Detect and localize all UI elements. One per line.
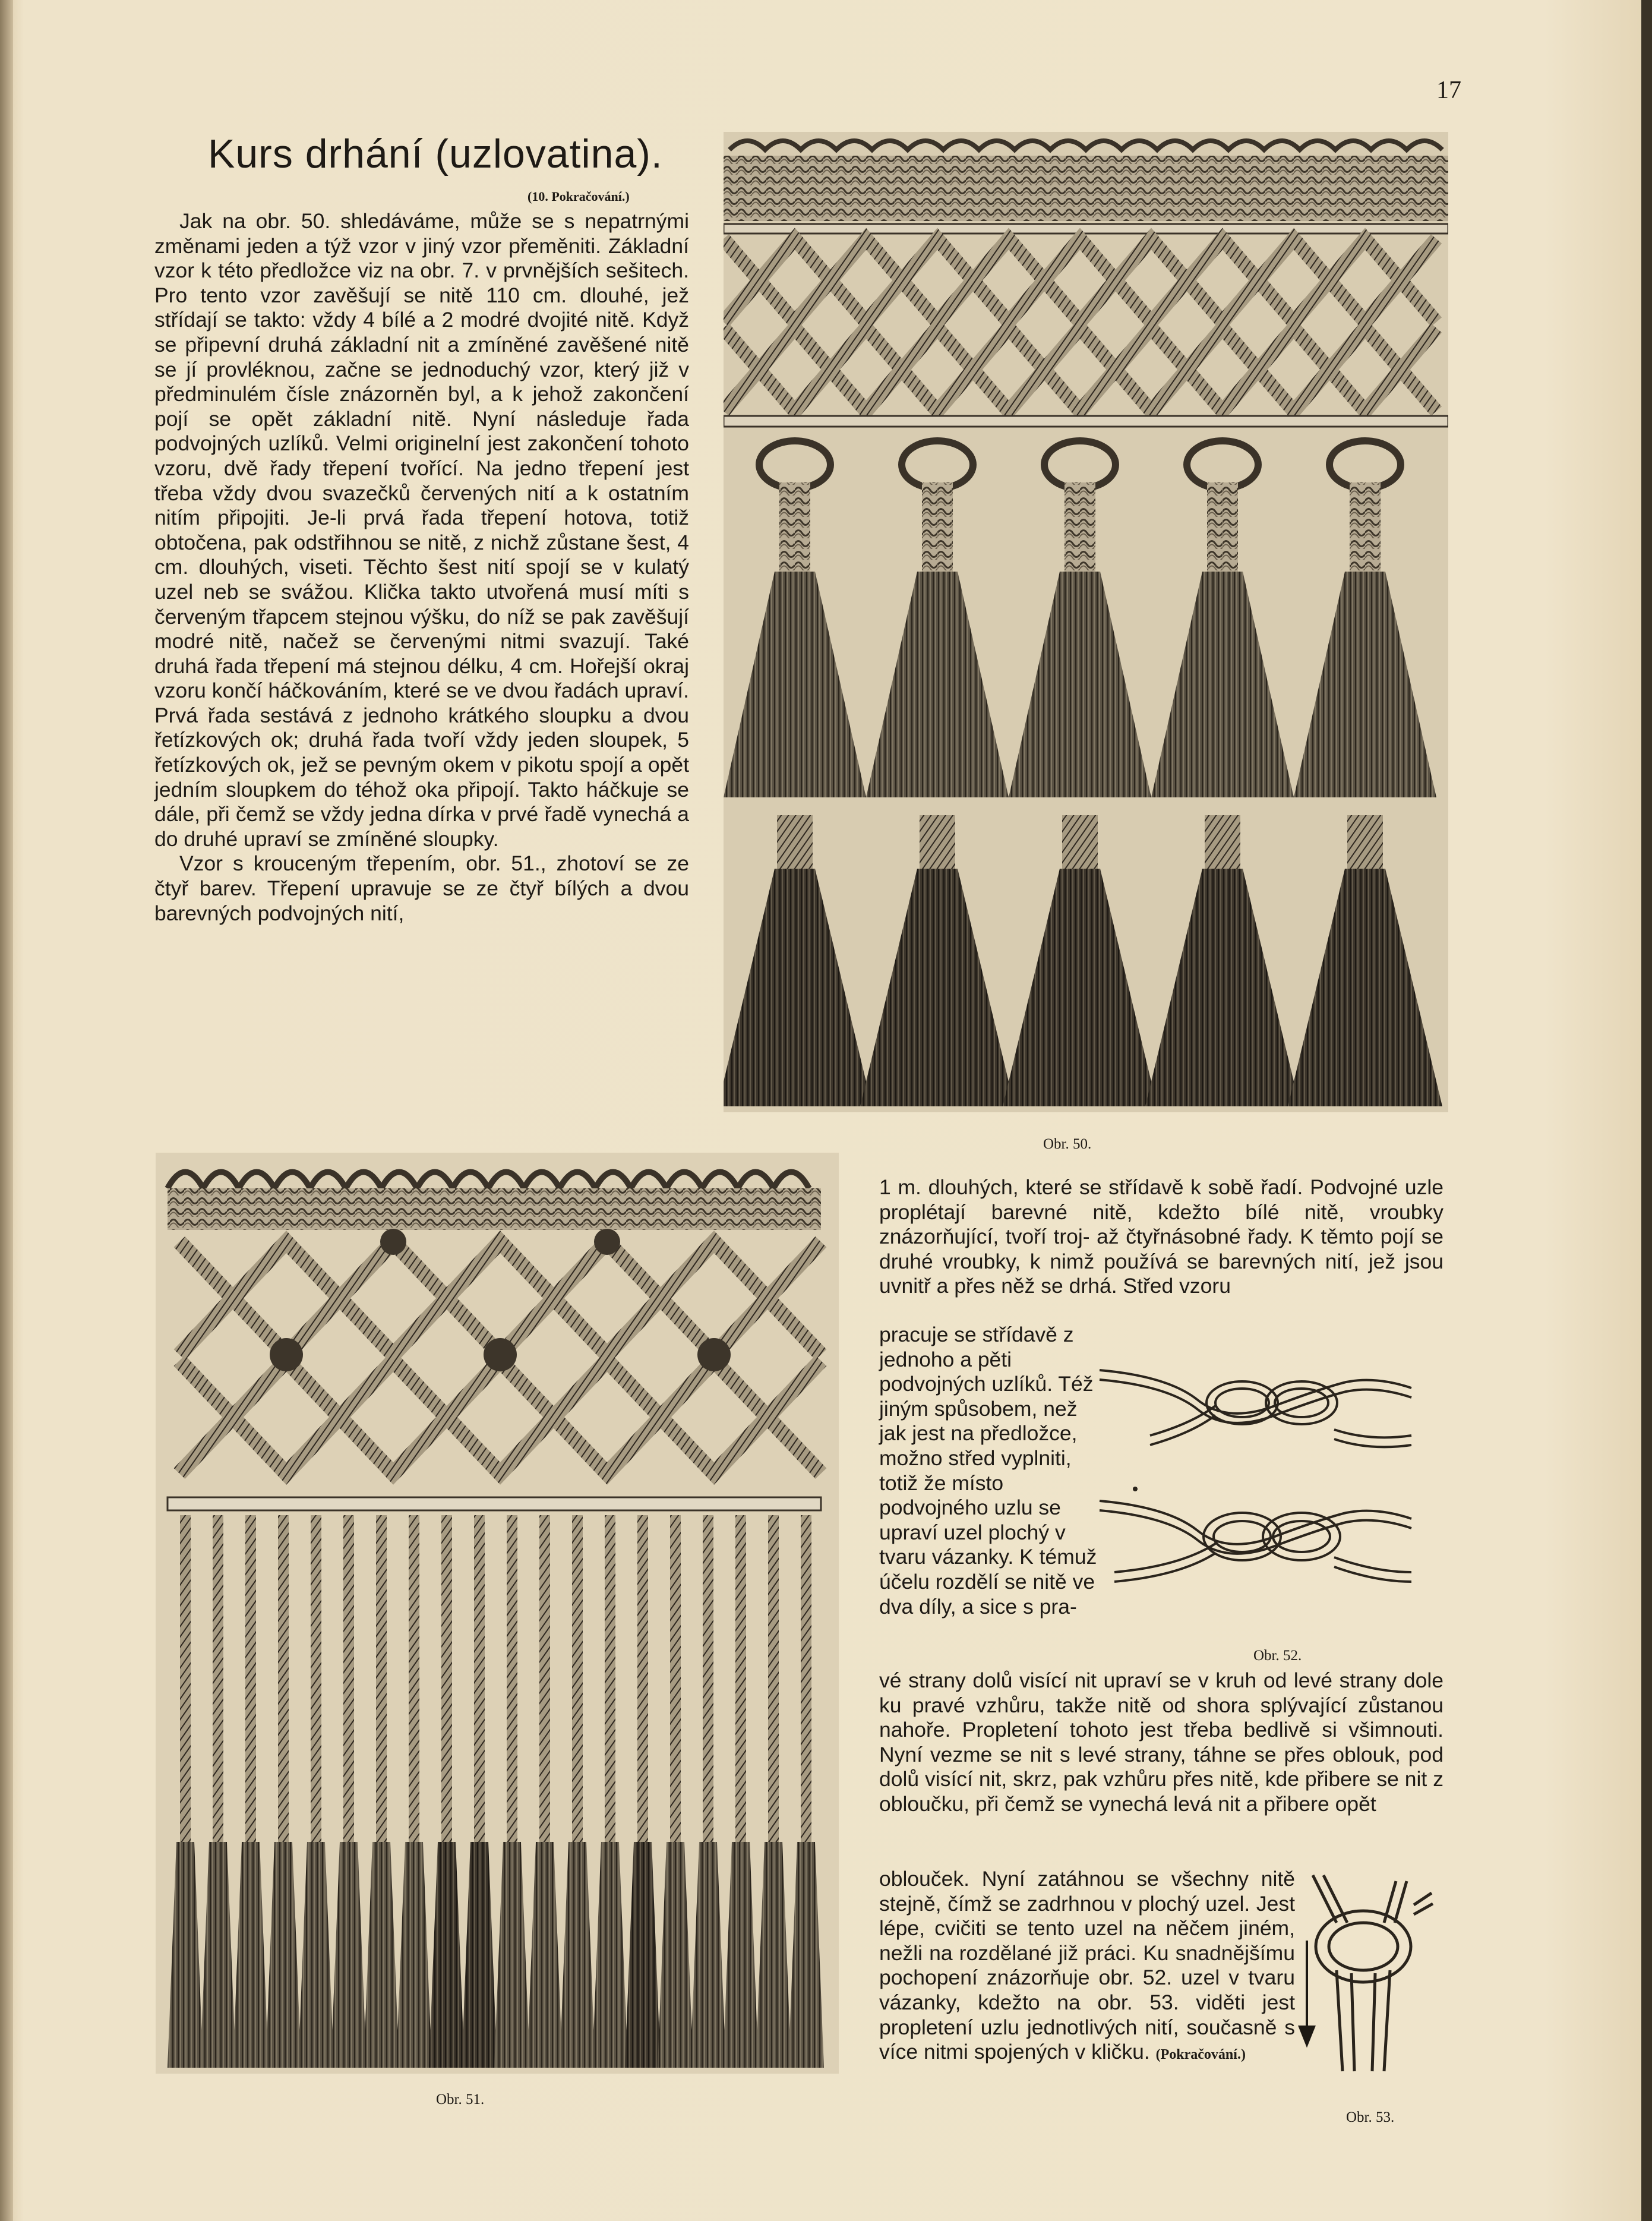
continuation-note: (10. Pokračování.) <box>527 189 630 204</box>
page-number: 17 <box>1436 77 1461 104</box>
closing-paragraph: oblouček. Nyní zatáhnou se všechny nitě stejně, čímž se zadrhnou v plochý uzel. Jest lépe, cvičiti se tento uzel na něčem jiném, nežli na rozdělané již práci. Ku snadnějšímu pochopení znázorňuje obr. 52. uzel v tvaru vázanky, kdežto na obr. 53. viděti jest propletení uzlu jednotlivých nití, současně s více nitmi spojených v kličku. <box>879 1867 1295 2064</box>
binding-gutter <box>0 0 13 2221</box>
figure-52-bow-knot <box>1097 1346 1417 1620</box>
article-title: Kurs drhání (uzlovatina). <box>208 131 663 176</box>
figure-53-knot-loop <box>1295 1869 1438 2077</box>
paragraph-1: Jak na obr. 50. shledáváme, může se s nepatrnými změnami jeden a týž vzor v jiný vzor přeměniti. Základní vzor k této předložce viz na obr. 7. v prvnějších sešitech. Pro tento vzor zavěšují se nitě 110 cm. dlouhé, jež střídají se takto: vždy 4 bílé a 2 modré dvojité nitě. Když se připevní druhá základní nit a zmíněné zavěšené nitě se jí provléknou, začne se jednoduchý vzor, který již v předminulém čísle znázorněn byl, a k jehož zakončení pojí se opět základní nitě. Nyní následuje řada podvojných uzlíků. Velmi originelní jest zakončení tohoto vzoru, dvě řady třepení tvořící. Na jedno třepení jest třeba vždy dvou svazečků červených nití a k ostatním nitím připojiti. Je-li prvá řada třepení hotova, totiž obtočena, pak odstřihnou se nitě, z nichž zůstane šest, 4 cm. dlouhých, viseti. Těchto šest nití spojí se v kulatý uzel neb se svážou. Klička takto utvořená musí míti s červeným třapcem stejnou výšku, do níž se pak zavěšují modré nitě, načež se červenými nitmi svazují. Také druhá řada třepení má stejnou délku, 4 cm. Hořejší okraj vzoru končí háčkováním, které se ve dvou řadách upraví. Prvá řada sestává z jednoho krátkého sloupku a dvou řetízkových ok; druhá řada tvoří vždy jeden sloupek, 5 řetízkových ok, jež se pevným okem v pikotu spojí a opět jedním sloupkem do téhož oka připojí. Takto háčkuje se dále, při čemž se vždy jedna dírka v prvé řadě vynechá a do druhé upraví se zmíněné sloupky. <box>154 209 689 851</box>
page-edge <box>1641 0 1652 2221</box>
column-2-narrow: pracuje se střídavě z jednoho a pěti podvojných uzlíků. Též jiným spůsobem, než jak jest na předložce, možno střed vyplniti, totiž že místo podvojného uzlu se upraví uzel plochý v tvaru vázanky. K témuž účelu rozdělí se nitě ve dva díly, a sice s pra- <box>879 1323 1097 1619</box>
caption-fig-53: Obr. 53. <box>1346 2109 1395 2125</box>
column-2-bottom <box>879 1867 1295 2068</box>
paragraph-2: Vzor s krouceným třepením, obr. 51., zhotoví se ze čtyř barev. Třepení upravuje se ze čtyř bílých a dvou barevných podvojných nití, <box>154 851 689 925</box>
caption-fig-52: Obr. 52. <box>1253 1648 1302 1664</box>
caption-fig-51: Obr. 51. <box>436 2091 485 2108</box>
figure-50-tassel-fringe <box>724 132 1448 1112</box>
column-2-top: 1 m. dlouhých, které se střídavě k sobě řadí. Podvojné uzle proplétají barevné nitě, kdežto bílé nitě, vroubky znázorňující, tvoří troj- až čtyřnásobné řady. K těmto pojí se druhé vroubky, k nimž používá se barevných nití, jež jsou uvnitř a přes něž se drhá. Střed vzoru <box>879 1175 1443 1298</box>
continuation-end: (Pokračování.) <box>1155 2047 1246 2063</box>
column-1 <box>154 209 689 926</box>
column-2-wide: vé strany dolů visící nit upraví se v kruh od levé strany dole ku pravé vzhůru, takže nitě od shora splývající zůstanou nahoře. Propletení tohoto jest třeba bedlivě si všimnouti. Nyní vezme se nit s levé strany, táhne se přes oblouk, pod dolů visící nit, skrz, pak vzhůru přes nitě, kde přibere se nit z obloučku, při čemž se vynechá levá nit a přibere opět <box>879 1668 1443 1816</box>
caption-fig-50: Obr. 50. <box>1043 1136 1092 1152</box>
figure-51-twisted-fringe <box>156 1153 839 2074</box>
